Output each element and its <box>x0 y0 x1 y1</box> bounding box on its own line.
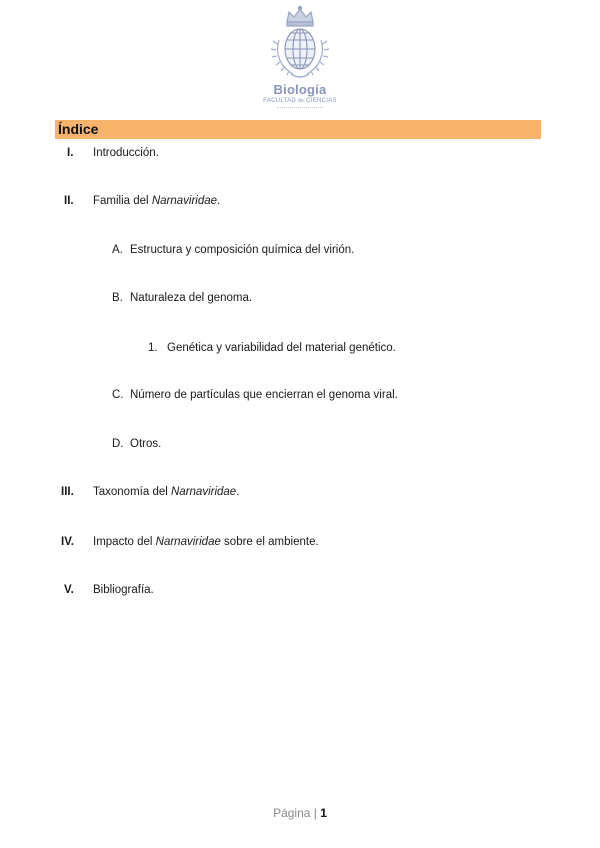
toc-entry-particulas: Número de partículas que encierran el genoma viral. <box>130 389 398 401</box>
toc-entry-naturaleza: Naturaleza del genoma. <box>130 292 253 304</box>
toc-entry-introduccion: Introducción. <box>93 147 159 159</box>
toc-entry-impacto-end: sobre el ambiente. <box>220 536 319 548</box>
toc-entry-bibliografia: Bibliografía. <box>93 584 154 596</box>
toc-numeral-iii: III. <box>61 486 74 498</box>
toc-letter-b: B. <box>112 292 123 304</box>
toc-letter-d: D. <box>112 438 124 450</box>
toc-entry-impacto-text: Impacto del <box>93 536 156 548</box>
toc-entry-taxonomia-taxon: Narnaviridae <box>171 486 237 498</box>
toc-numeral-ii: II. <box>64 195 74 207</box>
toc-numeral-iv: IV. <box>61 536 75 548</box>
toc-number-1: 1. <box>148 342 158 354</box>
page-number: 1 <box>320 806 327 820</box>
toc-letter-a: A. <box>112 244 123 256</box>
toc-entry-familia <box>93 195 220 207</box>
toc-numeral-i: I. <box>67 147 74 159</box>
toc-entry-familia-taxon: Narnaviridae <box>151 195 218 207</box>
logo-subtitle-prefix: FACULTAD <box>263 98 296 104</box>
toc-entry-impacto-taxon: Narnaviridae <box>155 536 221 548</box>
toc-entry-taxonomia-end: . <box>236 486 240 498</box>
toc-entry-taxonomia <box>93 486 239 498</box>
toc-entry-familia-text: Familia del <box>93 195 152 207</box>
toc-numeral-v: V. <box>64 584 74 596</box>
toc-entry-estructura: Estructura y composición química del virión. <box>130 244 355 256</box>
footer-label: Página | <box>273 806 317 820</box>
index-heading: Índice <box>58 121 99 137</box>
toc-entry-familia-end: . <box>217 195 221 207</box>
toc-entry-otros: Otros. <box>130 438 162 450</box>
logo-subtitle-de: de <box>297 98 305 104</box>
toc-entry-genetica: Genética y variabilidad del material genético. <box>167 342 396 354</box>
toc-entry-taxonomia-text: Taxonomía del <box>93 486 171 498</box>
toc-entry-impacto <box>93 536 319 548</box>
toc-letter-c: C. <box>112 389 124 401</box>
page-footer <box>0 806 600 820</box>
logo-title: Biología <box>273 82 327 97</box>
logo-subtitle-suffix: CIENCIAS <box>306 98 337 104</box>
